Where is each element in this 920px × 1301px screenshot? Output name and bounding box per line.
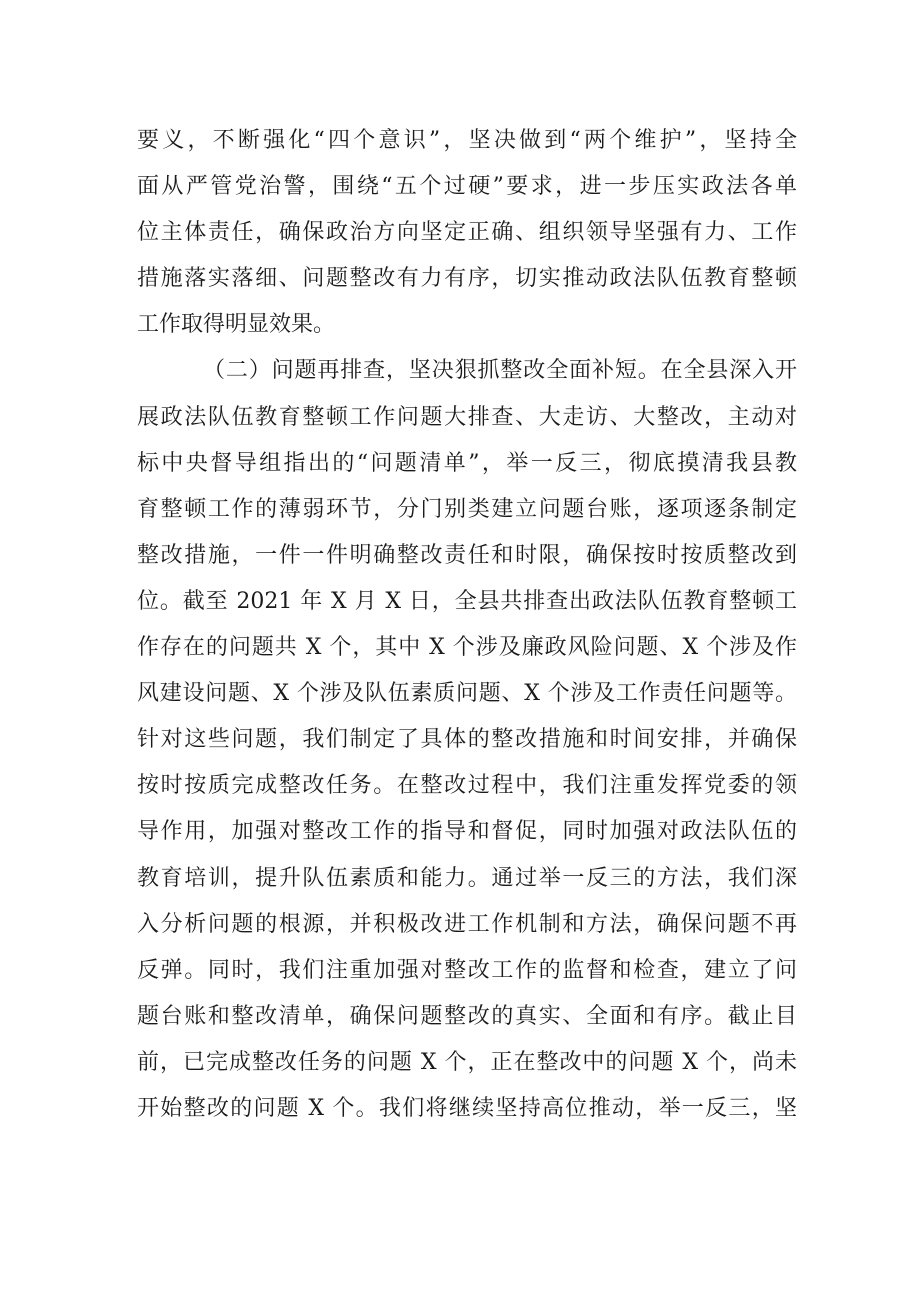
text-line: 导作用，加强对整改工作的指导和督促，同时加强对政法队伍的 [137,819,797,845]
text-line: 工作取得明显效果。 [137,312,336,338]
text-line: 作存在的问题共 X 个，其中 X 个涉及廉政风险问题、X 个涉及作 [137,635,797,661]
text-line: 前，已完成整改任务的问题 X 个，正在整改中的问题 X 个，尚未 [137,1049,797,1075]
text-line: 要义，不断强化“四个意识”，坚决做到“两个维护”，坚持全 [137,128,797,153]
text-line: 风建设问题、X 个涉及队伍素质问题、X 个涉及工作责任问题等。 [137,681,797,707]
text-line: 针对这些问题，我们制定了具体的整改措施和时间安排，并确保 [137,727,797,753]
text-line: 教育培训，提升队伍素质和能力。通过举一反三的方法，我们深 [137,865,797,891]
text-line: 位主体责任，确保政治方向坚定正确、组织领导坚强有力、工作 [137,220,797,246]
text-line: 展政法队伍教育整顿工作问题大排查、大走访、大整改，主动对 [137,404,797,430]
text-line: 题台账和整改清单，确保问题整改的真实、全面和有序。截止目 [137,1003,797,1029]
text-line: 按时按质完成整改任务。在整改过程中，我们注重发挥党委的领 [137,773,797,799]
text-line: 育整顿工作的薄弱环节，分门别类建立问题台账，逐项逐条制定 [137,496,797,522]
text-line: 位。截至 2021 年 X 月 X 日，全县共排查出政法队伍教育整顿工 [137,588,797,614]
section-heading-line: （二）问题再排查，坚决狠抓整改全面补短。在全县深入开 [203,358,797,384]
text-line: 面从严管党治警，围绕“五个过硬”要求，进一步压实政法各单 [137,174,797,200]
text-line: 措施落实落细、问题整改有力有序，切实推动政法队伍教育整顿 [137,266,797,292]
text-line: 整改措施，一件一件明确整改责任和时限，确保按时按质整改到 [137,542,797,568]
text-line: 开始整改的问题 X 个。我们将继续坚持高位推动，举一反三，坚 [137,1095,797,1121]
body-text [137,118,797,1132]
text-line: 反弹。同时，我们注重加强对整改工作的监督和检查，建立了问 [137,957,797,983]
text-line: 标中央督导组指出的“问题清单”，举一反三，彻底摸清我县教 [137,450,797,476]
text-line: 入分析问题的根源，并积极改进工作机制和方法，确保问题不再 [137,911,797,937]
